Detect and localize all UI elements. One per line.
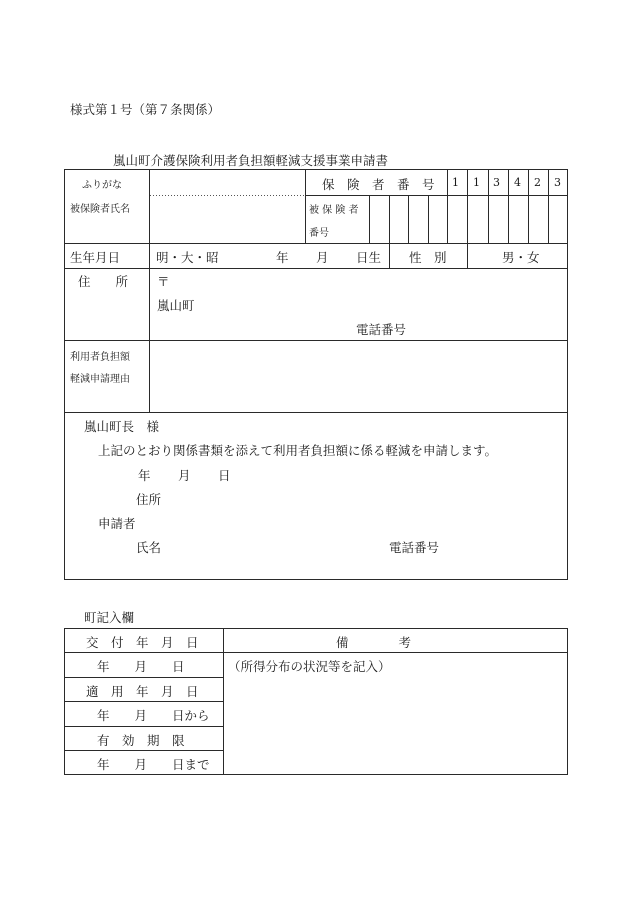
declaration-statement: 上記のとおり関係書類を添えて利用者負担額に係る軽減を申請します。 (98, 443, 498, 458)
insurer-digit: 4 (514, 176, 521, 189)
remarks-label: 備 考 (336, 635, 412, 650)
insurer-digit: 3 (554, 176, 561, 189)
issue-date-label: 交 付 年 月 日 (86, 635, 199, 650)
validity-value[interactable]: 年 月 日まで (97, 757, 210, 772)
reason-label-2: 軽減申請理由 (70, 374, 130, 385)
birth-month-unit: 月 (316, 250, 329, 265)
issue-date-value[interactable]: 年 月 日 (97, 659, 185, 674)
form-title: 嵐山町介護保険利用者負担額軽減支援事業申請書 (113, 153, 389, 168)
remarks-field[interactable] (224, 653, 567, 774)
insurer-digit: 2 (534, 176, 541, 189)
address-phone-label: 電話番号 (356, 322, 407, 337)
insured-number-field[interactable] (370, 196, 567, 243)
declaration-month: 月 (178, 468, 191, 483)
postal-mark: 〒 (157, 274, 170, 289)
remarks-note: （所得分布の状況等を記入） (228, 659, 391, 674)
applicant-name-label: 氏名 (136, 540, 162, 555)
apply-date-label: 適 用 年 月 日 (86, 684, 199, 699)
reason-field[interactable] (150, 341, 567, 411)
form-number-label: 様式第１号（第７条関係） (70, 102, 221, 117)
birth-year-unit: 年 (276, 250, 289, 265)
address-field[interactable] (170, 270, 565, 338)
declaration-day: 日 (218, 468, 231, 483)
apply-date-value[interactable]: 年 月 日から (97, 708, 210, 723)
declaration-year: 年 (138, 468, 151, 483)
insurer-digit: 1 (452, 176, 459, 189)
address-town: 嵐山町 (157, 298, 195, 313)
insured-name-field[interactable] (150, 196, 305, 243)
birthdate-label: 生年月日 (70, 250, 121, 265)
validity-label: 有 効 期 限 (97, 733, 185, 748)
reason-label: 利用者負担額 (70, 352, 130, 363)
insured-name-label: 被保険者氏名 (70, 204, 130, 215)
address-label: 住 所 (78, 274, 129, 289)
gender-options[interactable]: 男・女 (502, 250, 540, 265)
insured-number-label: 被 保 険 者 (309, 205, 359, 216)
office-use-heading: 町記入欄 (84, 610, 135, 625)
applicant-phone-label: 電話番号 (389, 540, 440, 555)
era-options[interactable]: 明・大・昭 (156, 250, 219, 265)
furigana-field[interactable] (150, 170, 305, 195)
birth-day-unit: 日生 (356, 250, 382, 265)
insurer-digit: 3 (493, 176, 500, 189)
insurer-number-label: 保 険 者 番 号 (322, 177, 435, 192)
addressee: 嵐山町長 様 (84, 419, 160, 434)
insurer-digit: 1 (473, 176, 480, 189)
applicant-address-label: 住所 (136, 492, 162, 507)
applicant-label: 申請者 (98, 516, 136, 531)
insured-number-label-2: 番号 (309, 228, 329, 239)
gender-label: 性 別 (409, 250, 447, 265)
furigana-label: ふりがな (82, 180, 122, 191)
